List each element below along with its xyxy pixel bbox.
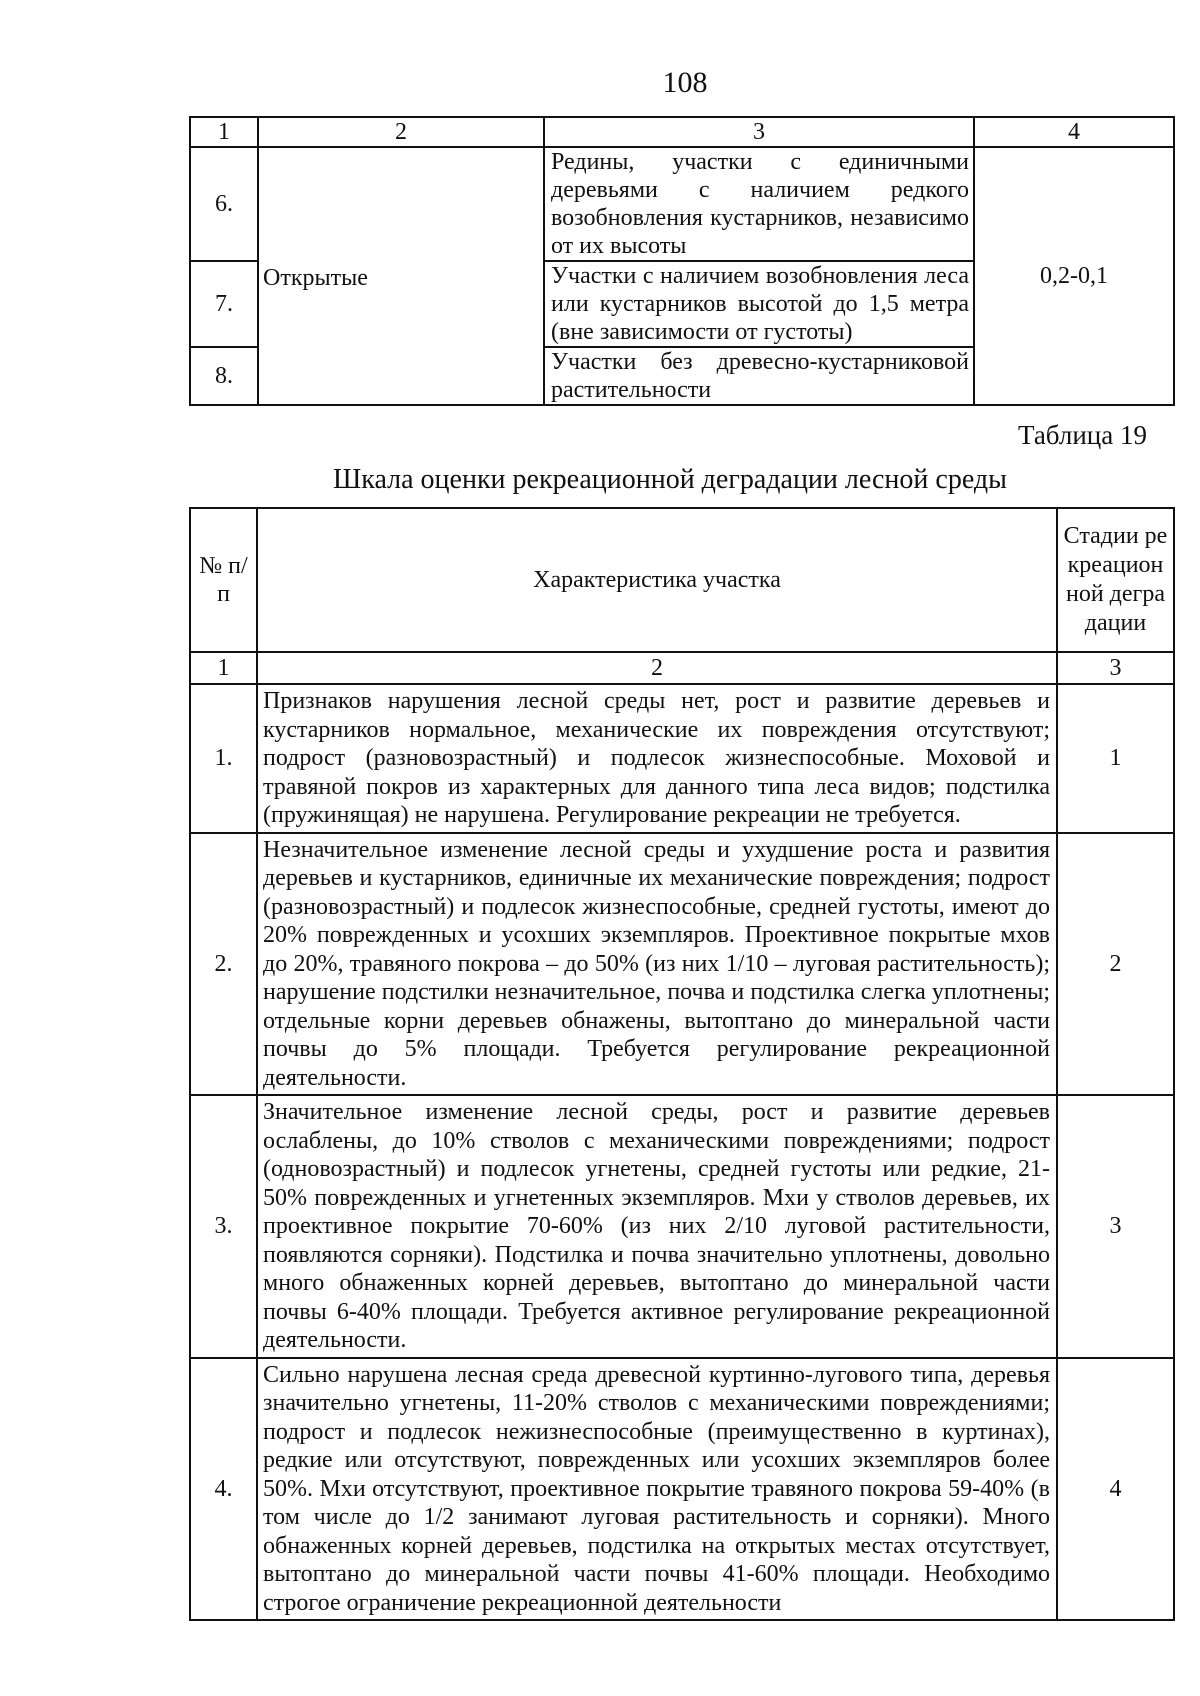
degradation-scale-table	[189, 507, 1175, 1621]
row-number: 3.	[190, 1095, 257, 1358]
page-number: 108	[662, 66, 708, 99]
table-header-row	[190, 508, 1174, 652]
header-stage: Стадии рекреационной деградации	[1057, 508, 1174, 652]
row-stage: 3	[1057, 1095, 1174, 1358]
table-caption: Таблица 19	[1018, 420, 1147, 450]
row-description: Участки с наличием возобновления леса или кустарников высотой до 1,5 метра (вне зависимости от густоты)	[544, 261, 974, 347]
row-number: 7.	[190, 261, 258, 347]
table-row	[190, 147, 1174, 261]
row-number: 1.	[190, 684, 257, 833]
table-row	[190, 1095, 1174, 1358]
row-description: Незначительное изменение лесной среды и ухудшение роста и развития деревьев и кустарников, единичные их механические повреждения; подрост (разновозрастный) и подлесок жизнеспособные, средней густоты, имеют до 20% поврежденных и усохших экземпляров. Проективное покрытые мхов до 20%, травяного покрова – до 50% (из них 1/10 – луговая растительность); нарушение подстилки незначительное, почва и подстилка слегка уплотнены; отдельные корни деревьев обнажены, вытоптано до минеральной части почвы до 5% площади. Требуется регулирование рекреационной деятельности.	[257, 833, 1057, 1096]
header-number: № п/п	[190, 508, 257, 652]
header-description: Характеристика участка	[257, 508, 1057, 652]
column-number: 2	[257, 652, 1057, 684]
row-description: Значительное изменение лесной среды, рост и развитие деревьев ослаблены, до 10% стволов с механическими повреждениями; подрост (одновозрастный) и подлесок угнетены, средней густоты или редкие, 21-50% поврежденных и угнетенных экземпляров. Мхи у стволов деревьев, их проективное покрытие 70-60% (из них 2/10 луговой растительности, появляются сорняки). Подстилка и почва значительно уплотнены, довольно много обнаженных корней деревьев, вытоптано до минеральной части почвы 6-40% площади. Требуется активное регулирование рекреационной деятельности.	[257, 1095, 1057, 1358]
header-col-3: 3	[544, 117, 974, 147]
row-number: 6.	[190, 147, 258, 261]
column-number-row	[190, 652, 1174, 684]
row-number: 2.	[190, 833, 257, 1096]
row-stage: 1	[1057, 684, 1174, 833]
header-col-2: 2	[258, 117, 544, 147]
row-stage: 4	[1057, 1358, 1174, 1621]
header-col-1: 1	[190, 117, 258, 147]
row-description: Редины, участки с единичными деревьями с наличием редкого возобновления кустарников, независимо от их высоты	[544, 147, 974, 261]
continuation-table	[189, 116, 1175, 406]
row-description: Участки без древесно-кустарниковой растительности	[544, 347, 974, 405]
column-number: 1	[190, 652, 257, 684]
row-number: 8.	[190, 347, 258, 405]
row-stage: 2	[1057, 833, 1174, 1096]
column-number: 3	[1057, 652, 1174, 684]
table-row	[190, 1358, 1174, 1621]
row-number: 4.	[190, 1358, 257, 1621]
area-type: Открытые	[258, 147, 544, 405]
table-title: Шкала оценки рекреационной деградации лесной среды	[333, 464, 1007, 495]
table-row	[190, 833, 1174, 1096]
header-col-4: 4	[974, 117, 1174, 147]
table-header-row	[190, 117, 1174, 147]
coefficient-value: 0,2-0,1	[974, 147, 1174, 405]
table-row	[190, 684, 1174, 833]
row-description: Сильно нарушена лесная среда древесной куртинно-лугового типа, деревья значительно угнетены, 11-20% стволов с механическими повреждениями; подрост и подлесок нежизнеспособные (преимущественно в куртинах), редкие или отсутствуют, поврежденных или усохших экземпляров более 50%. Мхи отсутствуют, проективное покрытие травяного покрова 59-40% (в том числе до 1/2 занимают луговая растительность и сорняки). Много обнаженных корней деревьев, подстилка на открытых местах отсутствует, вытоптано до минеральной части почвы 41-60% площади. Необходимо строгое ограничение рекреационной деятельности	[257, 1358, 1057, 1621]
row-description: Признаков нарушения лесной среды нет, рост и развитие деревьев и кустарников нормальное, механические их повреждения отсутствуют; подрост (разновозрастный) и подлесок жизнеспособные. Моховой и травяной покров из характерных для данного типа леса видов; подстилка (пружинящая) не нарушена. Регулирование рекреации не требуется.	[257, 684, 1057, 833]
